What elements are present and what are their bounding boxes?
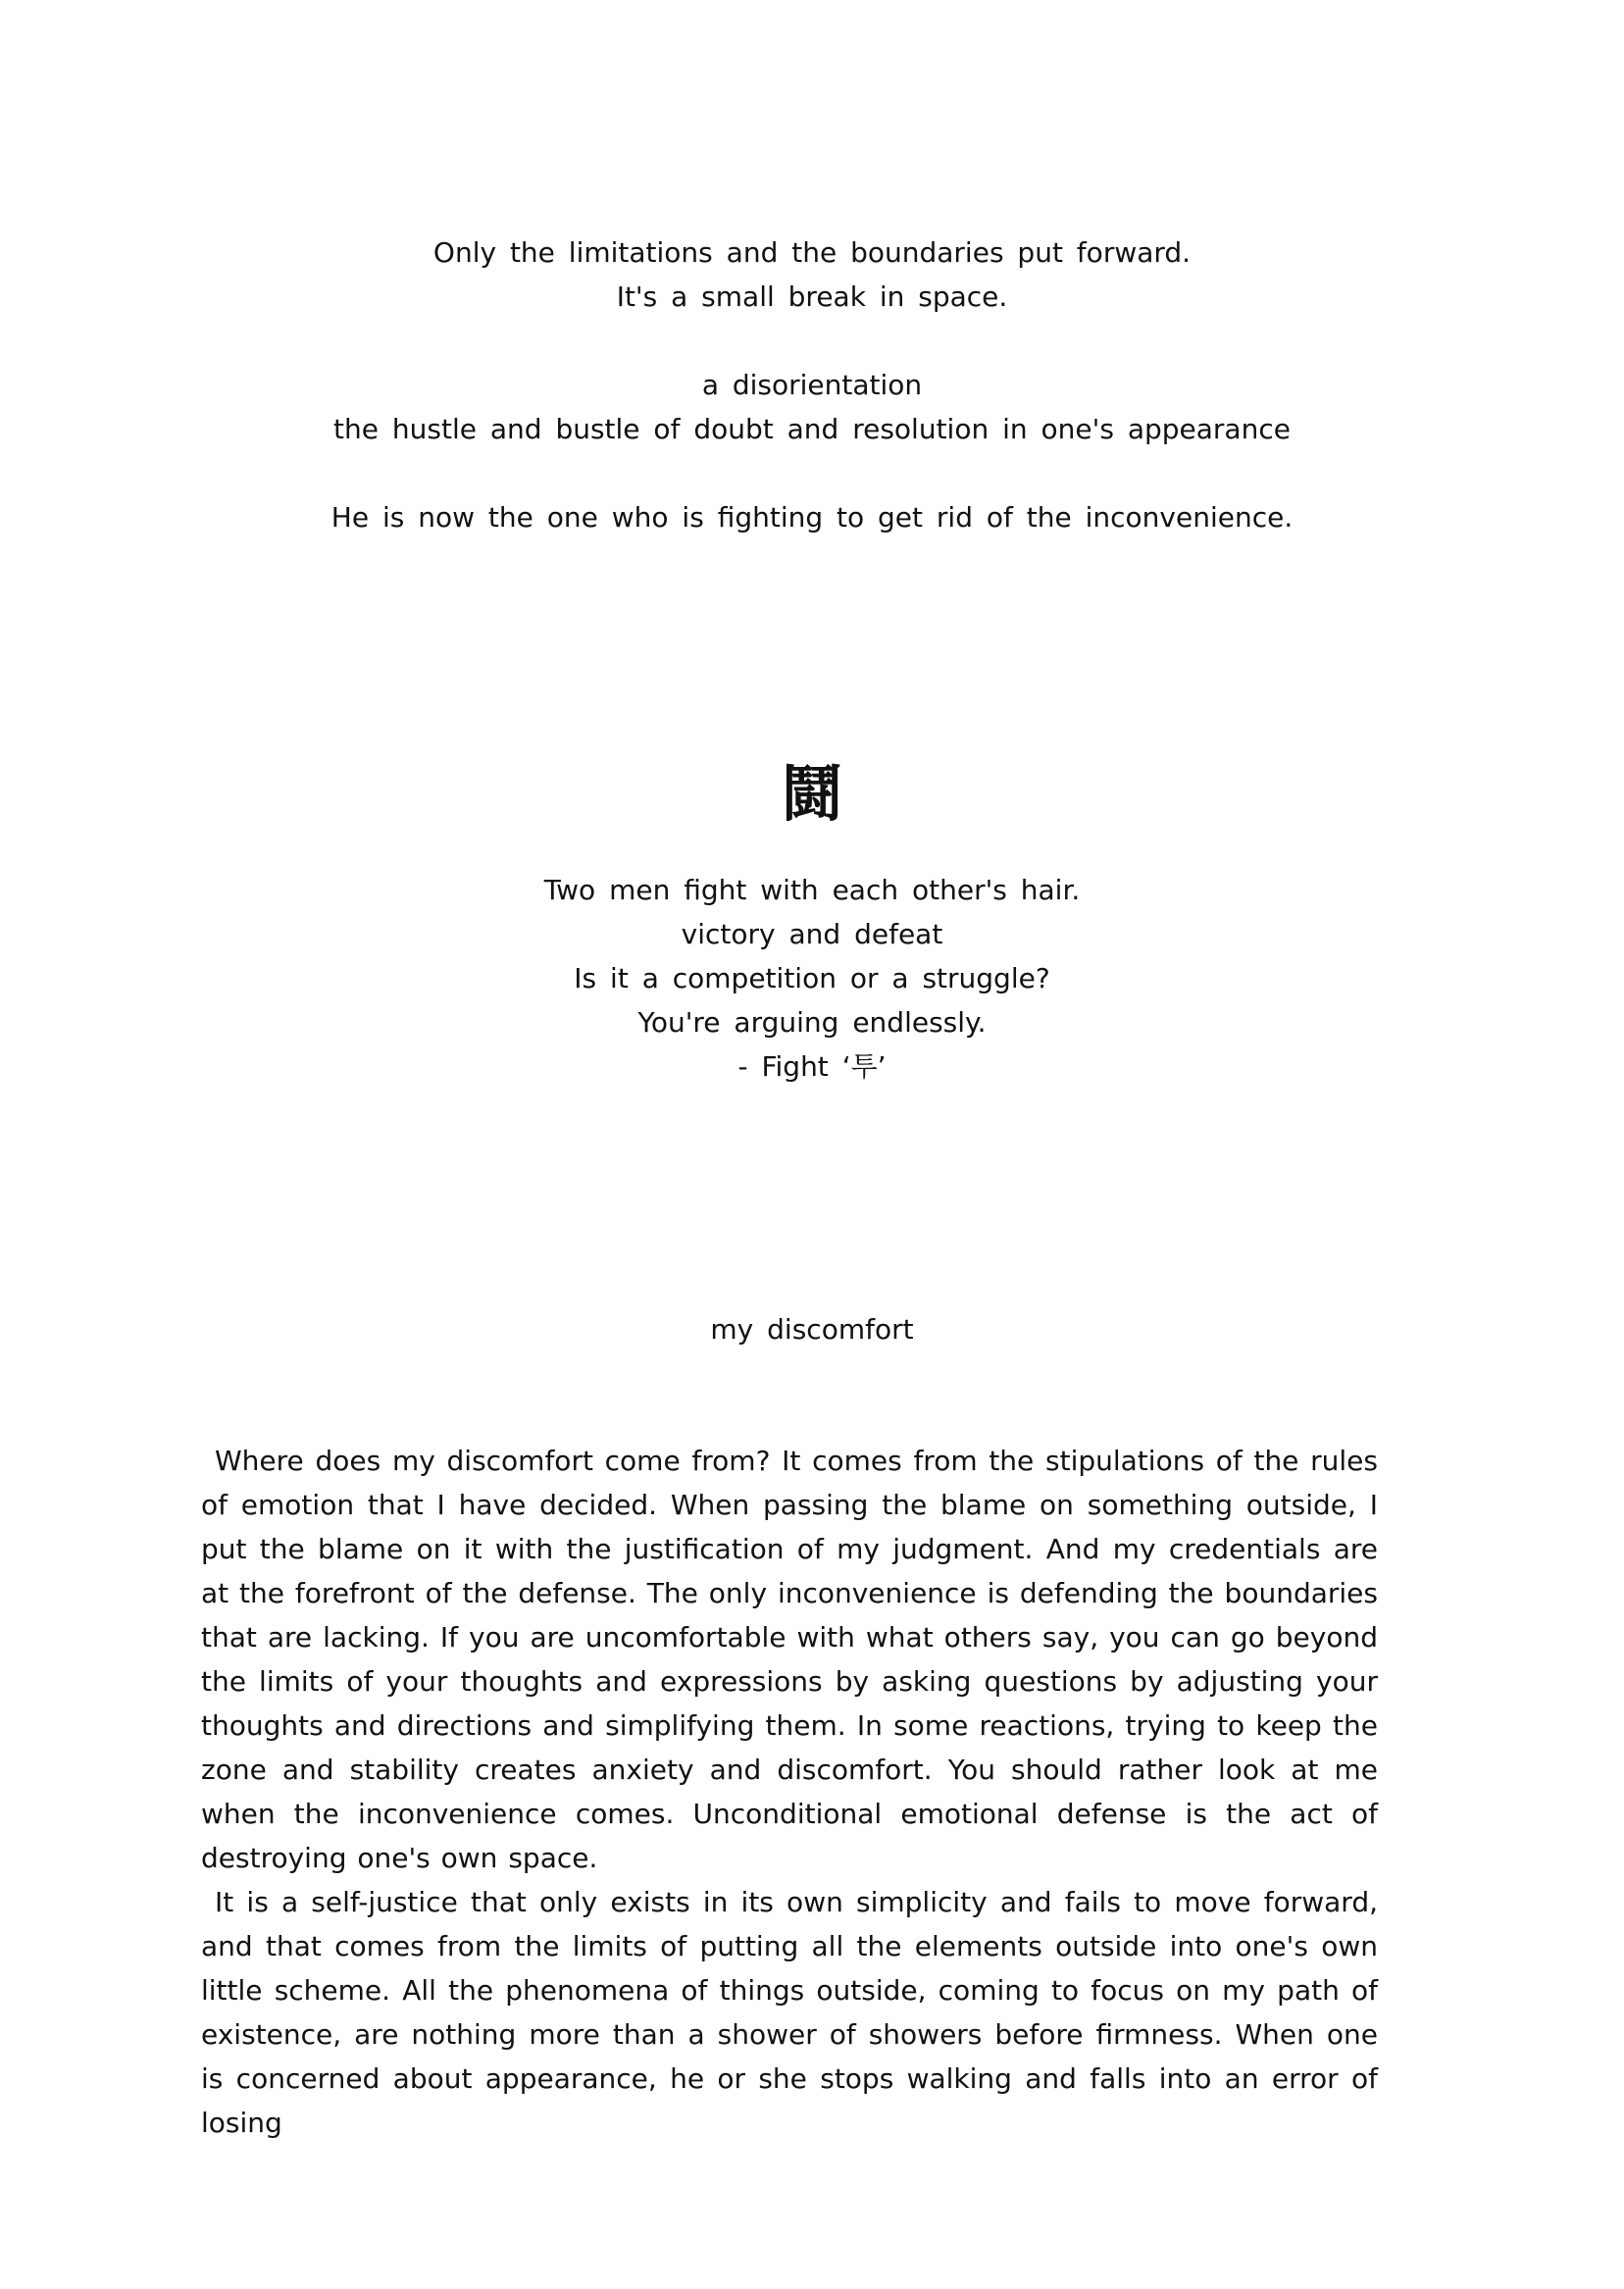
poem-attribution: - Fight ‘투’	[737, 1050, 887, 1083]
poem-line: You're arguing endlessly.	[637, 1006, 987, 1039]
poem-line: He is now the one who is fighting to get rid of the inconvenience.	[330, 501, 1294, 534]
hanja-character: 鬪	[781, 758, 842, 830]
essay-paragraph: Where does my discomfort come from? It comes from the stipulations of the rules of emotion that I have decided. When passing the blame on something outside, I put the blame on it with the justification of my judgment. And my credentials are at the forefront of the defense. The only inconvenience is defending the boundaries that are lacking. If you are uncomfortable with what others say, you can go beyond the limits of your thoughts and expressions by asking questions by adjusting your thoughts and directions and simplifying them. In some reactions, trying to keep the zone and stability creates anxiety and discomfort. You should rather look at me when the inconvenience comes. Unconditional emotional defense is the act of destroying one's own space.	[201, 1445, 1378, 1874]
section-title-text: my discomfort	[710, 1313, 914, 1346]
poem-line: victory and defeat	[681, 918, 943, 950]
character-poem	[0, 868, 1624, 1089]
section-title	[0, 1307, 1624, 1351]
poem-line: Is it a competition or a struggle?	[574, 962, 1050, 994]
essay-body	[201, 1439, 1378, 2145]
poem-line: the hustle and bustle of doubt and resolution in one's appearance	[333, 413, 1291, 445]
stanza-break	[0, 451, 1624, 495]
stanza-break	[0, 319, 1624, 363]
poem-line: It's a small break in space.	[616, 280, 1008, 313]
poem-line: Two men fight with each other's hair.	[543, 874, 1081, 906]
poem-line: a disorientation	[701, 369, 923, 401]
opening-poem	[0, 230, 1624, 539]
poem-line: Only the limitations and the boundaries put forward.	[432, 236, 1192, 269]
essay-paragraph: It is a self-justice that only exists in its own simplicity and fails to move forward, and that comes from the limits of putting all the elements outside into one's own little scheme. All the phenomena of things outside, coming to focus on my path of existence, are nothing more than a shower of showers before firmness. When one is concerned about appearance, he or she stops walking and falls into an error of losing	[201, 1886, 1378, 2139]
